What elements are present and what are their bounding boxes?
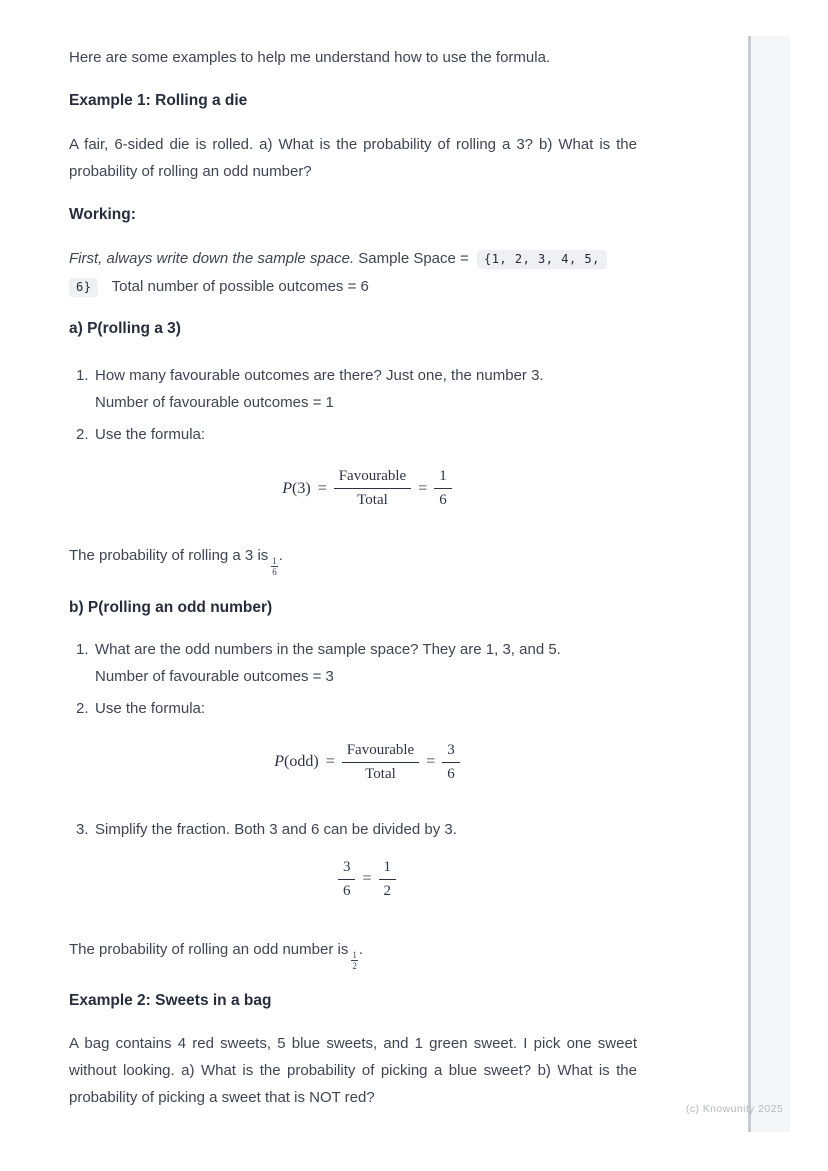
fraction-denominator: 2 [352, 961, 357, 972]
formula-podd [274, 742, 459, 783]
fraction [342, 742, 419, 783]
equals-sign: = [426, 753, 436, 771]
equals-sign: = [317, 479, 327, 497]
fraction [434, 468, 452, 509]
fraction-numerator: 1 [272, 556, 277, 566]
part-b-conclusion [69, 936, 637, 972]
sample-space-line2 [69, 273, 637, 301]
sample-space-label: Sample Space = [358, 250, 469, 267]
total-outcomes-text: Total number of possible outcomes = 6 [111, 278, 369, 295]
fraction-numerator: 3 [442, 742, 460, 763]
watermark: (c) Knowunity 2025 [686, 1103, 784, 1115]
fraction-denominator: 6 [447, 765, 455, 782]
part-a-conclusion [69, 542, 637, 578]
working-italic-text: First, always write down the sample space. [69, 250, 355, 267]
fraction-denominator: Total [365, 765, 396, 782]
formula-p3 [282, 468, 451, 509]
fraction-denominator: Total [357, 492, 388, 508]
list-item-text [95, 636, 637, 690]
list-marker: 2. [76, 699, 89, 717]
math-arg: (odd) [284, 753, 319, 771]
list-item-text: Use the formula: [95, 426, 206, 443]
fraction-numerator: 1 [434, 468, 452, 489]
equals-sign: = [362, 870, 372, 888]
list-marker: 1. [76, 367, 89, 384]
fraction [442, 742, 460, 783]
part-a-heading: a) P(rolling a 3) [69, 320, 181, 337]
fraction-denominator: 6 [272, 567, 277, 578]
list-item [76, 816, 637, 843]
intro-paragraph: Here are some examples to help me understand how to use the formula. [69, 49, 551, 66]
list-item [76, 362, 637, 416]
fraction [379, 859, 397, 900]
example1-heading: Example 1: Rolling a die [69, 92, 248, 109]
step-line: Number of favourable outcomes = 3 [95, 667, 334, 685]
fraction-denominator: 6 [439, 492, 447, 508]
step-line: Number of favourable outcomes = 1 [95, 394, 334, 411]
step-line: What are the odd numbers in the sample space? They are 1, 3, and 5. [95, 640, 561, 658]
list-marker: 1. [76, 640, 89, 658]
formula-podd-row [69, 742, 637, 783]
next-page-edge [751, 36, 790, 1132]
fraction-numerator: 1 [352, 949, 357, 960]
sample-space-code-1: {1, 2, 3, 4, 5, [477, 250, 607, 269]
fraction [338, 859, 356, 900]
math-var: P [274, 753, 285, 771]
inline-fraction [351, 950, 358, 972]
math-var: P [282, 479, 293, 497]
example2-problem: A bag contains 4 red sweets, 5 blue sweets, and 1 green sweet. I pick one sweet without looking. a) What is the probability of picking a blue sweet? b) What is the probability of picking a sweet that is NOT red? [69, 1035, 637, 1107]
fraction-numerator: Favourable [334, 468, 411, 489]
fraction [334, 468, 411, 509]
equals-sign: = [418, 479, 428, 497]
fraction-denominator: 6 [342, 882, 351, 899]
inline-fraction [271, 556, 278, 578]
conclusion-period: . [358, 940, 363, 958]
example1-problem: A fair, 6-sided die is rolled. a) What is the probability of rolling a 3? b) What is the probability of rolling an odd number? [69, 136, 637, 180]
list-item-text [95, 362, 637, 416]
list-item-text: Use the formula: [95, 699, 206, 717]
sample-space-line1 [69, 245, 637, 273]
list-marker: 2. [76, 426, 89, 443]
conclusion-text: The probability of rolling a 3 is [69, 547, 269, 564]
formula-simplify-row [69, 859, 637, 900]
document-page [69, 44, 637, 1127]
sample-space-paragraph [69, 245, 637, 301]
fraction-numerator: 1 [379, 859, 397, 880]
example2-heading: Example 2: Sweets in a bag [69, 992, 272, 1010]
fraction-numerator: 3 [338, 859, 356, 880]
list-item [76, 636, 637, 690]
fraction-numerator: Favourable [342, 742, 419, 763]
formula-simplify [338, 859, 396, 900]
fraction-denominator: 2 [383, 882, 392, 899]
formula-p3-row [69, 468, 637, 509]
conclusion-text: The probability of rolling an odd number is [69, 940, 349, 958]
part-b-heading: b) P(rolling an odd number) [69, 598, 273, 616]
list-item [76, 421, 637, 448]
equals-sign: = [325, 753, 335, 771]
sample-space-code-2: 6} [69, 278, 98, 297]
step-line: How many favourable outcomes are there? Just one, the number 3. [95, 367, 544, 384]
list-marker: 3. [76, 820, 89, 838]
list-item [76, 695, 637, 722]
math-arg: (3) [292, 479, 311, 497]
conclusion-period: . [278, 547, 283, 564]
list-item-text: Simplify the fraction. Both 3 and 6 can be divided by 3. [95, 820, 457, 838]
working-heading: Working: [69, 206, 136, 223]
